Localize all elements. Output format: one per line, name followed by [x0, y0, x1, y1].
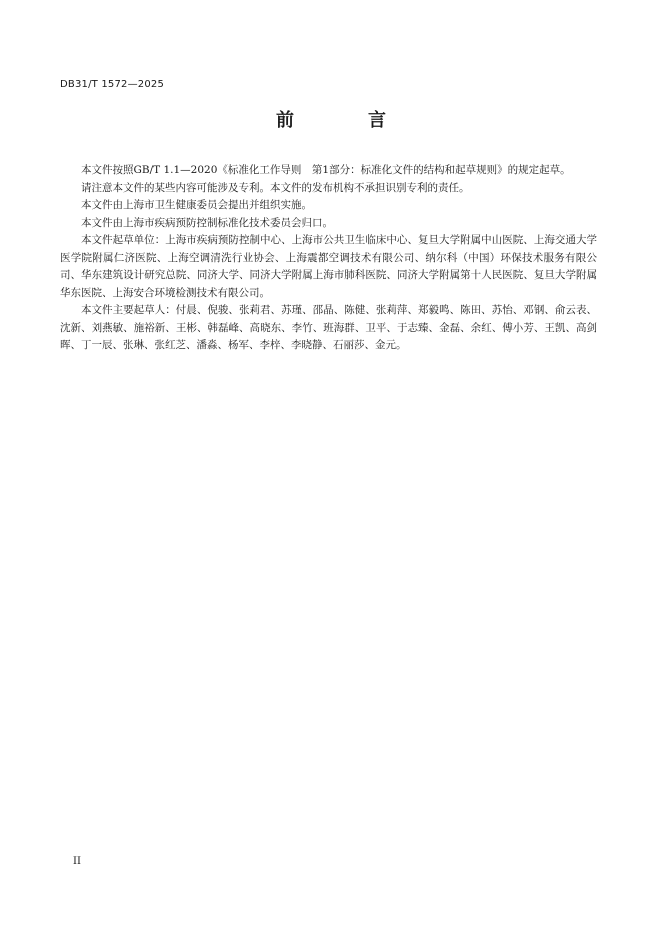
- page-number: II: [73, 856, 81, 867]
- paragraph-drafters: 本文件主要起草人：付晨、倪骏、张莉君、苏瑾、邵晶、陈健、张莉萍、郑毅鸣、陈田、苏怡、邓钢、俞云表、沈新、刘燕敏、施裕新、王彬、韩磊峰、高晓东、李竹、班海群、卫平、于志臻、金磊、余红、傅小芳、王凯、高剑晖、丁一辰、张琳、张红芝、潘淼、杨军、李梓、李晓静、石丽莎、金元。: [60, 304, 597, 351]
- page-title: 前 言: [276, 110, 414, 131]
- document-code: DB31/T 1572—2025: [60, 79, 165, 90]
- paragraph-proposer: 本文件由上海市卫生健康委员会提出并组织实施。: [81, 199, 312, 211]
- foreword-body: [60, 162, 597, 355]
- paragraph-patent-notice: 请注意本文件的某些内容可能涉及专利。本文件的发布机构不承担识别专利的责任。: [81, 181, 470, 194]
- paragraph-drafting-rules: 本文件按照GB/T 1.1—2020《标准化工作导则 第1部分：标准化文件的结构和起草规则》的规定起草。: [81, 164, 571, 176]
- paragraph-committee: 本文件由上海市疾病预防控制标准化技术委员会归口。: [81, 216, 333, 229]
- paragraph-drafting-units: 本文件起草单位：上海市疾病预防控制中心、上海市公共卫生临床中心、复旦大学附属中山医院、上海交通大学医学院附属仁济医院、上海空调清洗行业协会、上海震都空调技术有限公司、纳尔科（中国）环保技术服务有限公司、华东建筑设计研究总院、同济大学、同济大学附属上海市肺科医院、同济大学附属第十人民医院、复旦大学附属华东医院、上海安合环境检测技术有限公司。: [60, 234, 597, 299]
